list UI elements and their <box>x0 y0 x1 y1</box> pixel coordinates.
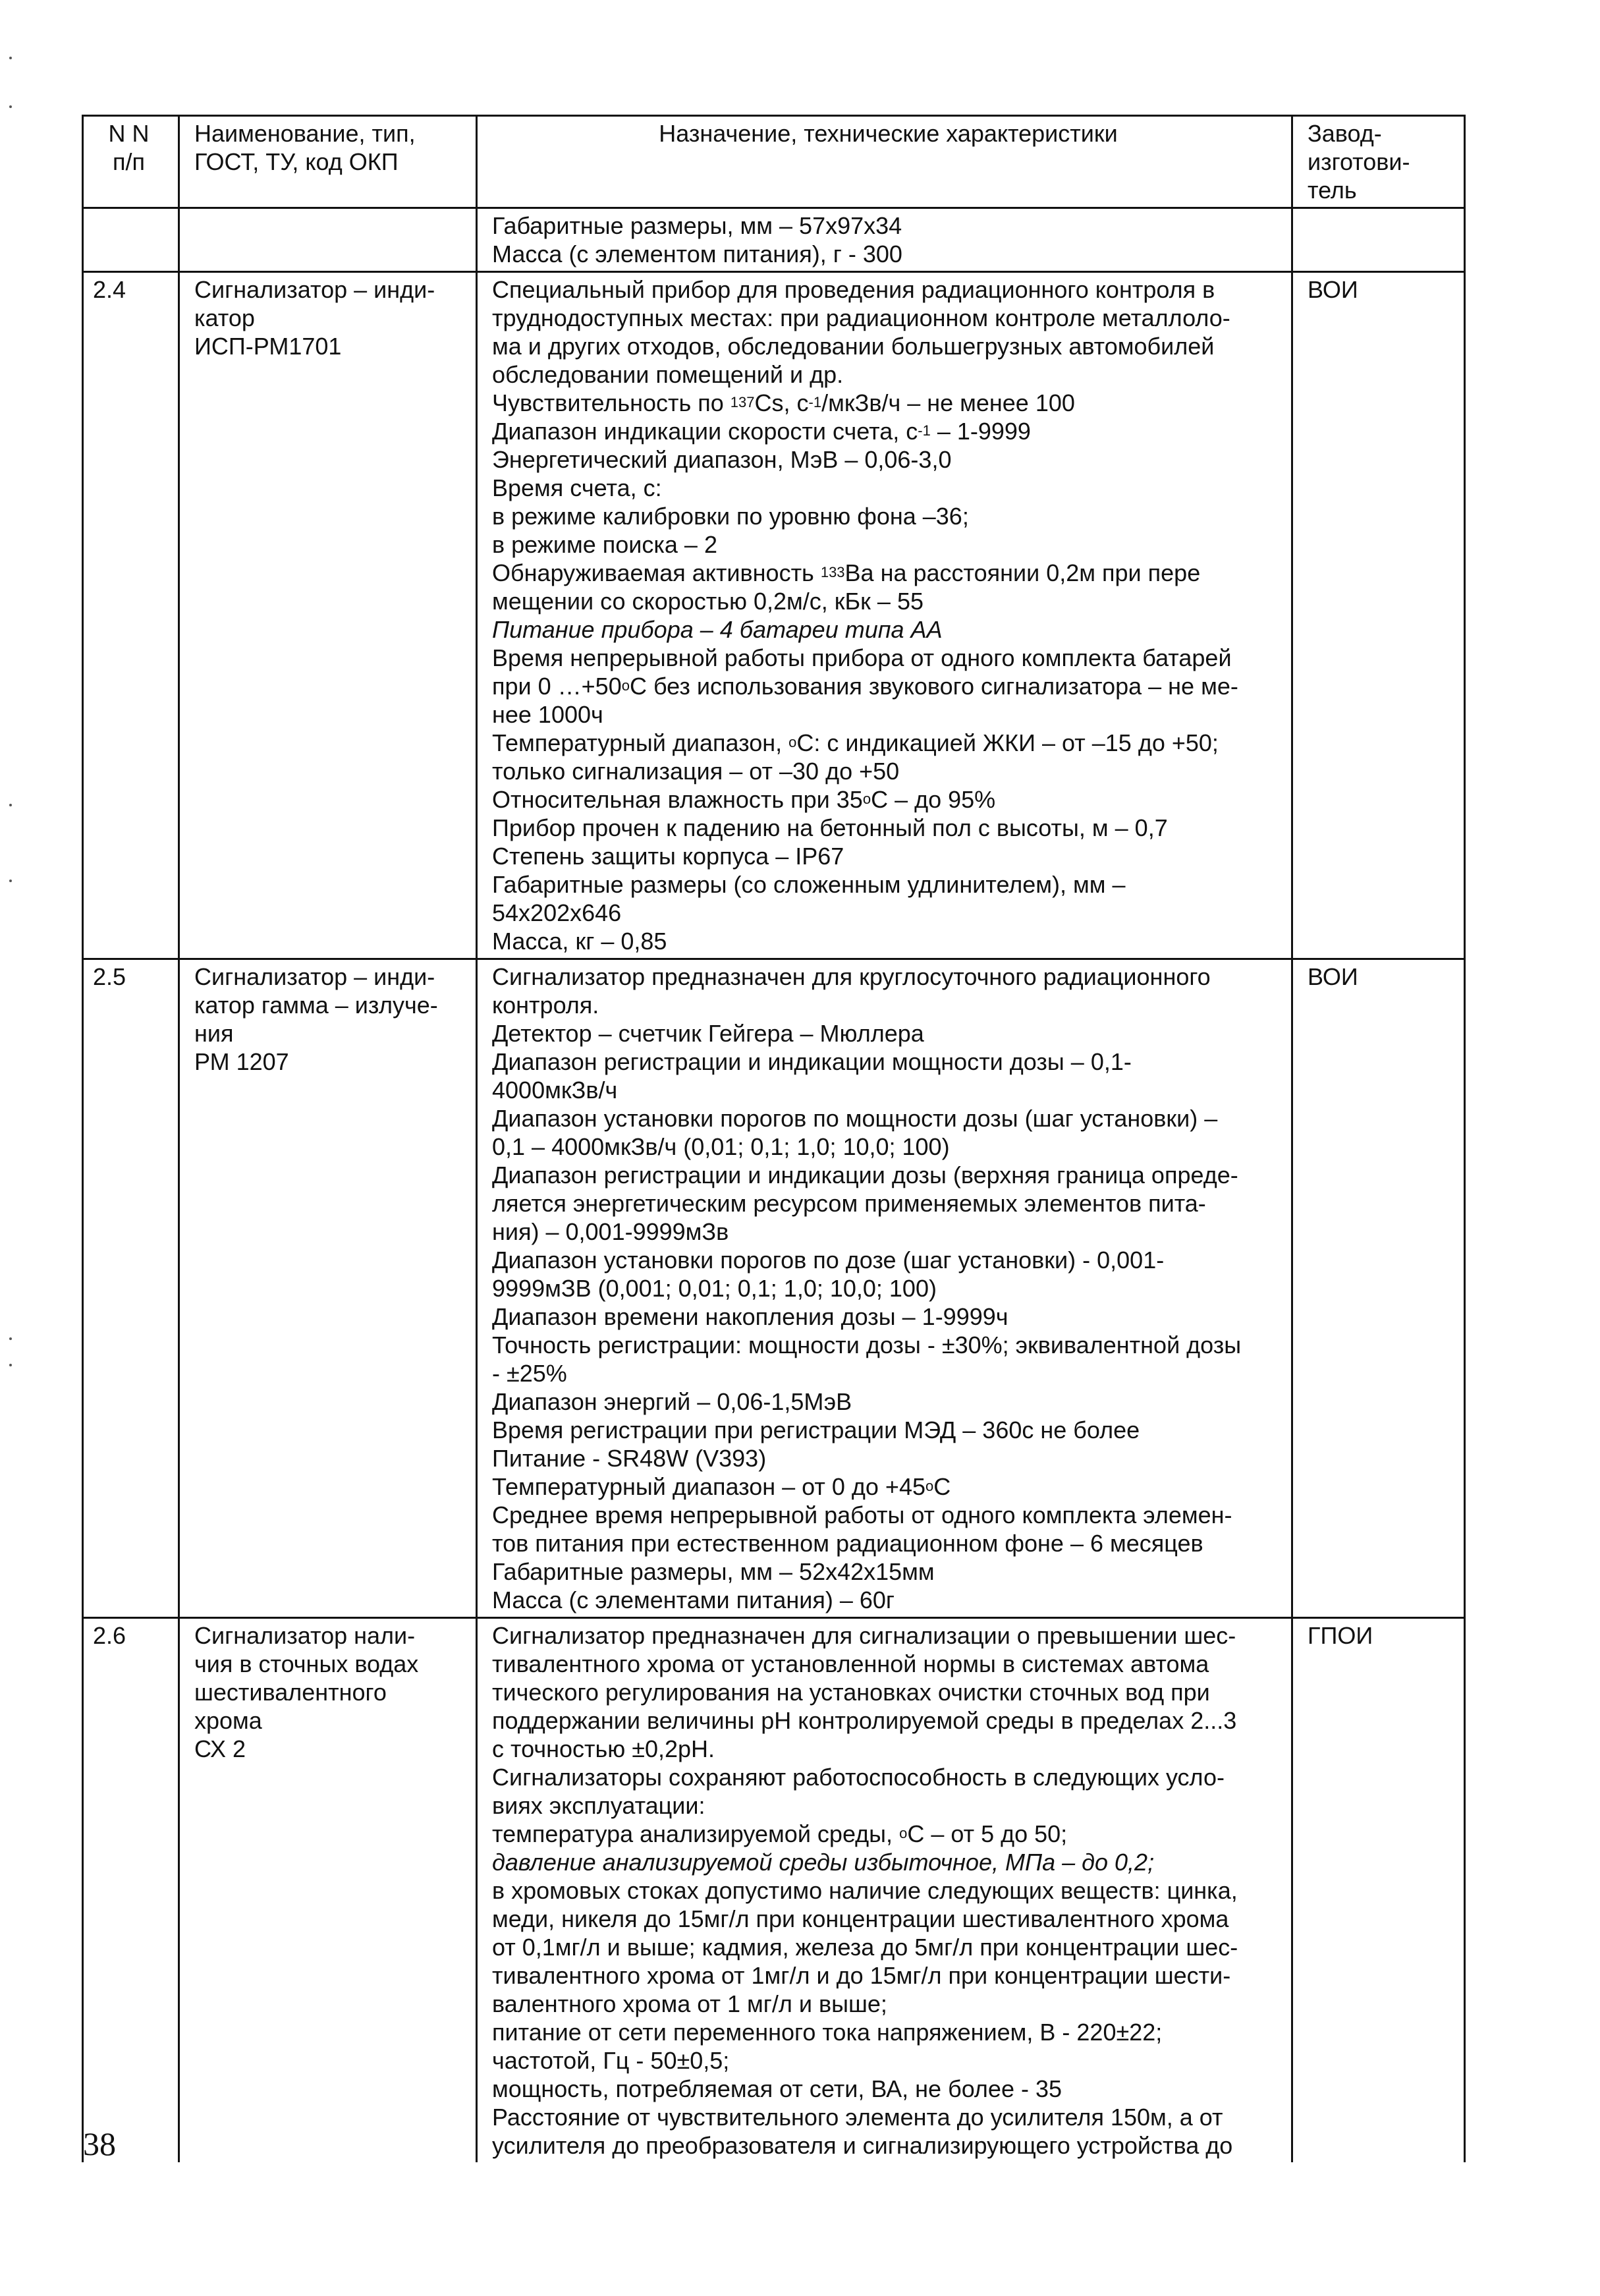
spec-line: Среднее время непрерывной работы от одного комплекта элемен- <box>492 1501 1232 1528</box>
scan-speck <box>9 57 12 59</box>
spec-line: ма и других отходов, обследовании большегрузных автомобилей <box>492 333 1215 360</box>
spec-text: /мкЗв/ч – не менее 100 <box>821 389 1075 416</box>
spec-line: Расстояние от чувствительного элемента до усилителя 150м, а от <box>492 2104 1223 2131</box>
spec-line <box>492 785 1284 814</box>
scan-speck <box>9 1337 12 1340</box>
table-row <box>83 1618 1465 2163</box>
name-line: шестивалентного <box>194 1679 387 1706</box>
spec-line: Сигнализатор предназначен для сигнализации о превышении шес- <box>492 1622 1236 1649</box>
table-row <box>83 959 1465 1618</box>
row-name <box>179 272 477 959</box>
row-number: 2.4 <box>83 272 179 959</box>
spec-line: только сигнализация – от –30 до +50 <box>492 758 900 785</box>
spec-line: меди, никеля до 15мг/л при концентрации шестивалентного хрома <box>492 1905 1229 1932</box>
name-line: СХ 2 <box>194 1735 246 1762</box>
spec-line: контроля. <box>492 992 599 1019</box>
spec-line: ния) – 0,001-9999мЗв <box>492 1218 729 1245</box>
name-line: Сигнализатор – инди- <box>194 276 435 303</box>
spec-text: С <box>933 1473 951 1500</box>
spec-line <box>492 1820 1284 1848</box>
spec-line: в хромовых стоках допустимо наличие следующих веществ: цинка, <box>492 1877 1238 1904</box>
row-number: 2.6 <box>83 1618 179 2163</box>
scan-speck <box>9 804 12 806</box>
spec-line: Сигнализаторы сохраняют работоспособность в следующих усло- <box>492 1764 1225 1791</box>
row-maker: ГПОИ <box>1292 1618 1465 2163</box>
spec-line: 0,1 – 4000мкЗв/ч (0,01; 0,1; 1,0; 10,0; 100) <box>492 1133 950 1160</box>
name-line: катор гамма – излуче- <box>194 992 438 1019</box>
superscript: o <box>899 1825 908 1841</box>
header-maker-line: Завод- <box>1308 120 1382 147</box>
name-line: Сигнализатор – инди- <box>194 963 435 990</box>
spec-text: Cs, с <box>754 389 809 416</box>
spec-text: Чувствительность по <box>492 389 731 416</box>
cell-name <box>179 208 477 272</box>
spec-line: Точность регистрации: мощности дозы - ±30%; эквивалентной дозы <box>492 1331 1242 1358</box>
superscript: o <box>621 677 630 694</box>
row-spec <box>477 959 1292 1618</box>
spec-text: при 0 …+50 <box>492 673 622 700</box>
spec-line: 4000мкЗв/ч <box>492 1077 618 1104</box>
spec-line: питание от сети переменного тока напряжением, В - 220±22; <box>492 2019 1163 2046</box>
header-spec <box>477 116 1292 208</box>
row-number: 2.5 <box>83 959 179 1618</box>
spec-line: поддержании величины рН контролируемой среды в пределах 2...3 <box>492 1707 1237 1734</box>
superscript: o <box>788 734 797 750</box>
name-line: Сигнализатор нали- <box>194 1622 416 1649</box>
row-name <box>179 1618 477 2163</box>
superscript: -1 <box>918 422 931 439</box>
spec-text: Температурный диапазон – от 0 до +45 <box>492 1473 926 1500</box>
spec-text: Ва на расстоянии 0,2м при пере <box>844 559 1201 586</box>
spec-line: тов питания при естественном радиационном фоне – 6 месяцев <box>492 1530 1203 1557</box>
spec-line: тического регулирования на установках очистки сточных вод при <box>492 1679 1210 1706</box>
name-line: ния <box>194 1020 234 1047</box>
spec-line: Диапазон регистрации и индикации мощности дозы – 0,1- <box>492 1048 1132 1075</box>
spec-line: Сигнализатор предназначен для круглосуточного радиационного <box>492 963 1211 990</box>
spec-line <box>492 672 1284 700</box>
spec-line: Время счета, с: <box>492 474 662 501</box>
spec-line: - ±25% <box>492 1360 567 1387</box>
spec-line: Энергетический диапазон, МэВ – 0,06-3,0 <box>492 446 952 473</box>
cell-num <box>83 208 179 272</box>
spec-text: С без использования звукового сигнализатора – не ме- <box>629 673 1238 700</box>
spec-text: температура анализируемой среды, <box>492 1820 900 1847</box>
continuation-row <box>83 208 1465 272</box>
header-name-line: ГОСТ, ТУ, код ОКП <box>194 148 399 175</box>
spec-line: тивалентного хрома от установленной нормы в системах автома <box>492 1650 1209 1677</box>
spec-line: Диапазон времени накопления дозы – 1-9999ч <box>492 1303 1008 1330</box>
spec-line: мещении со скоростью 0,2м/с, кБк – 55 <box>492 588 924 615</box>
header-name <box>179 116 477 208</box>
spec-line: мощность, потребляемая от сети, ВА, не более - 35 <box>492 2075 1062 2102</box>
header-maker-line: изготови- <box>1308 148 1410 175</box>
header-maker <box>1292 116 1465 208</box>
superscript: -1 <box>808 394 822 410</box>
name-line: хрома <box>194 1707 262 1734</box>
spec-line: Габаритные размеры, мм – 52x42x15мм <box>492 1558 935 1585</box>
table-row <box>83 272 1465 959</box>
spec-line: виях эксплуатации: <box>492 1792 705 1819</box>
header-num-line: N N <box>108 120 150 147</box>
spec-line <box>492 417 1284 445</box>
spec-line: обследовании помещений и др. <box>492 361 844 388</box>
row-name <box>179 959 477 1618</box>
scan-speck <box>9 880 12 882</box>
table-header-row <box>83 116 1465 208</box>
spec-line: с точностью ±0,2рН. <box>492 1735 715 1762</box>
spec-line: Габаритные размеры (со сложенным удлинителем), мм – <box>492 871 1126 898</box>
spec-line: 54x202x646 <box>492 899 622 926</box>
header-num <box>83 116 179 208</box>
spec-line <box>492 729 1284 757</box>
spec-line: Питание - SR48W (V393) <box>492 1445 767 1472</box>
spec-line: Масса, кг – 0,85 <box>492 928 667 955</box>
spec-line: Масса (с элементом питания), г - 300 <box>492 240 902 267</box>
spec-line: от 0,1мг/л и выше; кадмия, железа до 5мг/л при концентрации шес- <box>492 1934 1238 1961</box>
superscript: 133 <box>820 564 845 580</box>
spec-line: 9999мЗВ (0,001; 0,01; 0,1; 1,0; 10,0; 100) <box>492 1275 937 1302</box>
name-line: РМ 1207 <box>194 1048 289 1075</box>
spec-line: Прибор прочен к падению на бетонный пол с высоты, м – 0,7 <box>492 814 1168 841</box>
name-line: чия в сточных водах <box>194 1650 419 1677</box>
superscript: o <box>862 791 871 807</box>
row-maker: ВОИ <box>1292 272 1465 959</box>
spec-text: Относительная влажность при 35 <box>492 786 863 813</box>
spec-line <box>492 389 1284 417</box>
spec-text: Температурный диапазон, <box>492 729 789 756</box>
page-number: 38 <box>83 2125 116 2162</box>
spec-line: Время регистрации при регистрации МЭД – 360с не более <box>492 1416 1140 1443</box>
scan-speck <box>9 1364 12 1366</box>
row-spec <box>477 1618 1292 2163</box>
superscript: 137 <box>730 394 755 410</box>
spec-line: усилителя до преобразователя и сигнализирующего устройства до <box>492 2132 1233 2159</box>
header-num-line: п/п <box>113 148 145 175</box>
row-spec <box>477 272 1292 959</box>
spec-line: Время непрерывной работы прибора от одного комплекта батарей <box>492 644 1232 671</box>
spec-line: в режиме поиска – 2 <box>492 531 717 558</box>
spec-line <box>492 559 1284 587</box>
name-line: ИСП-РМ1701 <box>194 333 342 360</box>
cell-maker <box>1292 208 1465 272</box>
spec-text: С – от 5 до 50; <box>907 1820 1068 1847</box>
scan-speck <box>9 105 12 108</box>
spec-line: ляется энергетическим ресурсом применяемых элементов пита- <box>492 1190 1206 1217</box>
spec-line: Диапазон установки порогов по дозе (шаг установки) - 0,001- <box>492 1246 1165 1274</box>
spec-line: в режиме калибровки по уровню фона –36; <box>492 503 969 530</box>
spec-text: С – до 95% <box>871 786 996 813</box>
superscript: o <box>925 1478 934 1494</box>
spec-line: Степень защиты корпуса – IP67 <box>492 843 844 870</box>
spec-line: Габаритные размеры, мм – 57x97x34 <box>492 212 902 239</box>
spec-text: Обнаруживаемая активность <box>492 559 821 586</box>
spec-line: Диапазон энергий – 0,06-1,5МэВ <box>492 1388 852 1415</box>
spec-text: – 1-9999 <box>930 418 1031 445</box>
spec-line: Диапазон установки порогов по мощности дозы (шаг установки) – <box>492 1105 1218 1132</box>
header-name-line: Наименование, тип, <box>194 120 416 147</box>
spec-line: валентного хрома от 1 мг/л и выше; <box>492 1990 887 2017</box>
spec-line: давление анализируемой среды избыточное, МПа – до 0,2; <box>492 1849 1155 1876</box>
header-spec-line: Назначение, технические характеристики <box>659 120 1118 147</box>
spec-text: Диапазон индикации скорости счета, с <box>492 418 918 445</box>
spec-line: Детектор – счетчик Гейгера – Мюллера <box>492 1020 924 1047</box>
name-line: катор <box>194 304 255 331</box>
spec-table <box>82 115 1466 2162</box>
spec-line: труднодоступных местах: при радиационном контроле металлоло- <box>492 304 1230 331</box>
spec-line: Питание прибора – 4 батареи типа АА <box>492 616 943 643</box>
spec-line <box>492 1472 1284 1501</box>
header-maker-line: тель <box>1308 177 1357 204</box>
spec-line: тивалентного хрома от 1мг/л и до 15мг/л при концентрации шести- <box>492 1962 1231 1989</box>
spec-line: нее 1000ч <box>492 701 603 728</box>
spec-text: С: с индикацией ЖКИ – от –15 до +50; <box>796 729 1219 756</box>
spec-line: Масса (с элементами питания) – 60г <box>492 1586 895 1613</box>
spec-line: частотой, Гц - 50±0,5; <box>492 2047 730 2074</box>
cell-spec <box>477 208 1292 272</box>
spec-line: Диапазон регистрации и индикации дозы (верхняя граница опреде- <box>492 1162 1238 1189</box>
spec-line: Специальный прибор для проведения радиационного контроля в <box>492 276 1215 303</box>
row-maker: ВОИ <box>1292 959 1465 1618</box>
